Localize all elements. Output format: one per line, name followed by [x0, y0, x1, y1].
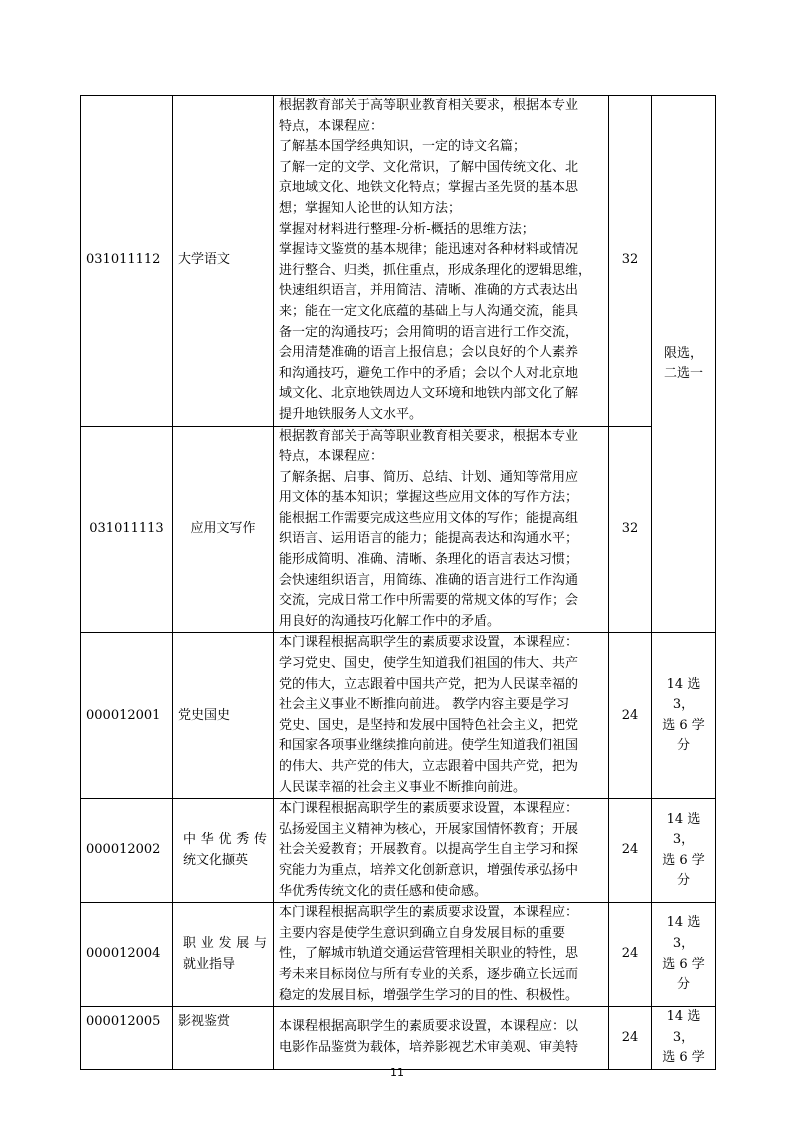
description-line: 特点，本课程应： — [279, 449, 384, 465]
description-line: 本门课程根据高职学生的素质要求设置，本课程应： — [279, 635, 579, 651]
course-code: 000012005 — [81, 1007, 173, 1070]
description-line: 域文化、北京地铁周边人文环境和地铁内部文化了解 — [279, 386, 579, 402]
note-line: 分 — [676, 977, 690, 993]
course-hours: 24 — [609, 633, 652, 799]
note-line: 选 6 学 — [662, 852, 705, 868]
description-line: 了解基本国学经典知识，一定的诗文名篇； — [279, 139, 527, 155]
table-row — [81, 96, 716, 427]
description-line: 本门课程根据高职学生的素质要求设置，本课程应： — [279, 801, 579, 817]
description-line: 交流，完成日常工作中所需要的常规文体的写作；会 — [279, 593, 579, 609]
course-description — [274, 903, 609, 1007]
description-line: 能形成简明、准确、清晰、条理化的语言表达习惯； — [279, 552, 579, 568]
description-line: 能根据工作需要完成这些应用文体的写作；能提高组 — [279, 510, 579, 526]
description-line: 特点，本课程应： — [279, 118, 384, 134]
description-line: 掌握对材料进行整理-分析-概括的思维方法； — [279, 221, 535, 237]
course-code: 000012002 — [81, 799, 173, 903]
description-line: 根据教育部关于高等职业教育相关要求，根据本专业 — [279, 428, 579, 444]
description-line: 究能力为重点，培养文化创新意识，增强传承弘扬中 — [279, 862, 579, 878]
course-hours: 24 — [609, 1007, 652, 1070]
description-line: 党的伟大，立志跟着中国共产党，把为人民谋幸福的 — [279, 676, 579, 692]
note-line: 选 6 学 — [662, 717, 705, 733]
description-line: 弘扬爱国主义精神为核心，开展家国情怀教育；开展 — [279, 821, 579, 837]
course-name — [173, 903, 274, 1007]
note-line: 限选， — [663, 345, 703, 361]
description-line: 会用清楚准确的语言上报信息；会以良好的个人素养 — [279, 345, 579, 361]
description-line: 社会关爱教育；开展教育。以提高学生自主学习和探 — [279, 842, 579, 858]
description-line: 社会主义事业不断推向前进。 教学内容主要是学习 — [279, 697, 570, 713]
note-line: 14 选 3， — [666, 811, 701, 848]
description-line: 和沟通技巧，避免工作中的矛盾；会以个人对北京地 — [279, 365, 579, 381]
note-line: 14 选 3， — [666, 676, 701, 713]
note-line: 14 选 3， — [666, 1009, 701, 1045]
description-line: 备一定的沟通技巧；会用简明的语言进行工作交流， — [279, 324, 579, 340]
note-line: 14 选 3， — [666, 915, 701, 952]
description-line: 了解条据、启事、简历、总结、计划、通知等常用应 — [279, 469, 579, 485]
name-line: 职 业 发 展 与 — [183, 936, 267, 952]
name-line: 统文化撷英 — [183, 852, 249, 868]
description-line: 快速组织语言，并用简洁、清晰、准确的方式表达出 — [279, 283, 579, 299]
course-description — [274, 96, 609, 427]
elective-note — [652, 633, 716, 799]
description-line: 京地域文化、地铁文化特点；掌握古圣先贤的基本思 — [279, 180, 579, 196]
course-code: 000012004 — [81, 903, 173, 1007]
course-name — [173, 799, 274, 903]
table-row — [81, 1007, 716, 1070]
course-hours: 32 — [609, 96, 652, 427]
course-description — [274, 799, 609, 903]
description-line: 会快速组织语言，用简练、准确的语言进行工作沟通 — [279, 572, 579, 588]
description-line: 人民谋幸福的社会主义事业不断推向前进。 — [279, 779, 527, 795]
description-line: 主要内容是使学生意识到确立自身发展目标的重要 — [279, 925, 566, 941]
course-description — [274, 633, 609, 799]
course-description — [274, 1007, 609, 1070]
description-line: 提升地铁服务人文水平。 — [279, 406, 423, 422]
description-line: 性，了解城市轨道交通运营管理相关职业的特性，思 — [279, 946, 579, 962]
note-line: 选 6 学 — [662, 1050, 705, 1066]
course-name: 大学语文 — [173, 96, 274, 427]
table-row — [81, 426, 716, 633]
description-line: 的伟大、共产党的伟大，立志跟着中国共产党，把为 — [279, 759, 579, 774]
table-row — [81, 633, 716, 799]
description-line: 考未来目标岗位与所有专业的关系，逐步确立长远而 — [279, 966, 579, 982]
course-name: 应用文写作 — [173, 426, 274, 633]
course-name: 党史国史 — [173, 633, 274, 799]
course-table — [80, 95, 716, 1070]
course-code: 031011113 — [81, 426, 173, 633]
elective-note — [652, 799, 716, 903]
description-line: 学习党史、国史，使学生知道我们祖国的伟大、共产 — [279, 656, 579, 672]
description-line: 根据教育部关于高等职业教育相关要求，根据本专业 — [279, 98, 579, 113]
description-line: 本课程根据高职学生的素质要求设置，本课程应：以 — [279, 1019, 579, 1035]
elective-note — [652, 1007, 716, 1070]
elective-note — [652, 903, 716, 1007]
elective-note-merged — [652, 96, 716, 633]
course-hours: 32 — [609, 426, 652, 633]
description-line: 想；掌握知人论世的认知方法； — [279, 200, 462, 216]
note-line: 分 — [676, 873, 690, 889]
name-line: 中 华 优 秀 传 — [183, 832, 267, 848]
description-line: 进行整合、归类，抓住重点，形成条理化的逻辑思维， — [279, 262, 592, 278]
description-line: 用文体的基本知识；掌握这些应用文体的写作方法； — [279, 490, 579, 506]
description-line: 电影作品鉴赏为载体，培养影视艺术审美观、审美特 — [279, 1040, 579, 1056]
table-row — [81, 903, 716, 1007]
description-line: 织语言、运用语言的能力；能提高表达和沟通水平； — [279, 531, 579, 547]
table-row — [81, 799, 716, 903]
description-line: 了解一定的文学、文化常识，了解中国传统文化、北 — [279, 159, 579, 175]
name-line: 就业指导 — [183, 956, 236, 972]
description-line: 本门课程根据高职学生的素质要求设置，本课程应： — [279, 905, 579, 921]
note-line: 二选一 — [663, 366, 703, 382]
description-line: 用良好的沟通技巧化解工作中的矛盾。 — [279, 613, 501, 629]
course-hours: 24 — [609, 903, 652, 1007]
course-description — [274, 426, 609, 633]
course-name: 影视鉴赏 — [173, 1007, 274, 1070]
note-line: 分 — [676, 738, 690, 754]
course-code: 031011112 — [81, 96, 173, 427]
description-line: 稳定的发展目标，增强学生学习的目的性、积极性。 — [279, 987, 579, 1003]
course-code: 000012001 — [81, 633, 173, 799]
page-number: 11 — [390, 1066, 404, 1079]
course-hours: 24 — [609, 799, 652, 903]
description-line: 掌握诗文鉴赏的基本规律；能迅速对各种材料或情况 — [279, 242, 579, 258]
description-line: 华优秀传统文化的责任感和使命感。 — [279, 883, 488, 899]
description-line: 来；能在一定文化底蕴的基础上与人沟通交流，能具 — [279, 303, 579, 319]
description-line: 和国家各项事业继续推向前进。使学生知道我们祖国 — [279, 738, 579, 754]
note-line: 选 6 学 — [662, 956, 705, 972]
description-line: 党史、国史，是坚持和发展中国特色社会主义，把党 — [279, 717, 579, 733]
